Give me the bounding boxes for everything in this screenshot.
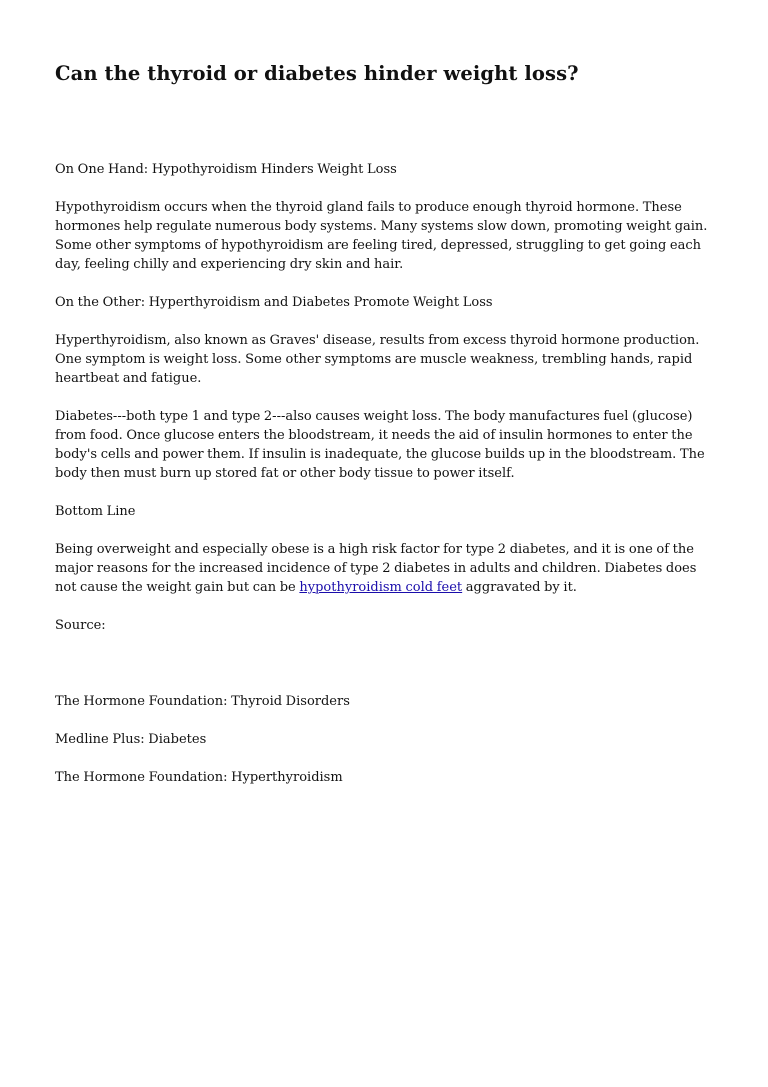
section-heading-bottom-line: Bottom Line bbox=[55, 504, 136, 519]
paragraph-hypothyroidism: Hypothyroidism occurs when the thyroid gland fails to produce enough thyroid hormone. These hormones help regulate numerous body systems. Many systems slow down, promoting weight gain. Some other symptoms of hypothyroidism are feeling tired, depressed, struggling to get going each day, feeling chilly and experiencing dry skin and hair. bbox=[55, 200, 708, 272]
hypothyroidism-cold-feet-link[interactable]: hypothyroidism cold feet bbox=[299, 580, 463, 595]
source-item: Medline Plus: Diabetes bbox=[55, 732, 207, 747]
paragraph-hyperthyroidism: Hyperthyroidism, also known as Graves' disease, results from excess thyroid hormone production. One symptom is weight loss. Some other symptoms are muscle weakness, trembling hands, rapid heartbeat and fatigue. bbox=[55, 333, 700, 386]
source-label: Source: bbox=[55, 618, 106, 633]
paragraph-bottom-line-text: Being overweight and especially obese is a high risk factor for type 2 diabetes, and it is one of the major reasons for the increased incidence of type 2 diabetes in adults and children. Diabetes does not cause the weight gain but can be bbox=[55, 542, 697, 595]
section-heading-hypothyroidism: On One Hand: Hypothyroidism Hinders Weight Loss bbox=[55, 162, 397, 177]
page-title: Can the thyroid or diabetes hinder weight loss? bbox=[55, 62, 579, 85]
paragraph-bottom-line bbox=[55, 540, 715, 597]
paragraph-diabetes: Diabetes---both type 1 and type 2---also causes weight loss. The body manufactures fuel (glucose) from food. Once glucose enters the bloodstream, it needs the aid of insulin hormones to enter the body's cells and power them. If insulin is inadequate, the glucose builds up in the bloodstream. The body then must burn up stored fat or other body tissue to power itself. bbox=[55, 409, 705, 481]
article-body bbox=[55, 160, 715, 806]
source-item: The Hormone Foundation: Hyperthyroidism bbox=[55, 770, 343, 785]
section-heading-hyperthyroidism: On the Other: Hyperthyroidism and Diabetes Promote Weight Loss bbox=[55, 295, 493, 310]
spacer bbox=[55, 654, 715, 692]
source-item: The Hormone Foundation: Thyroid Disorders bbox=[55, 694, 350, 709]
paragraph-bottom-line-text-end: aggravated by it. bbox=[462, 580, 577, 595]
